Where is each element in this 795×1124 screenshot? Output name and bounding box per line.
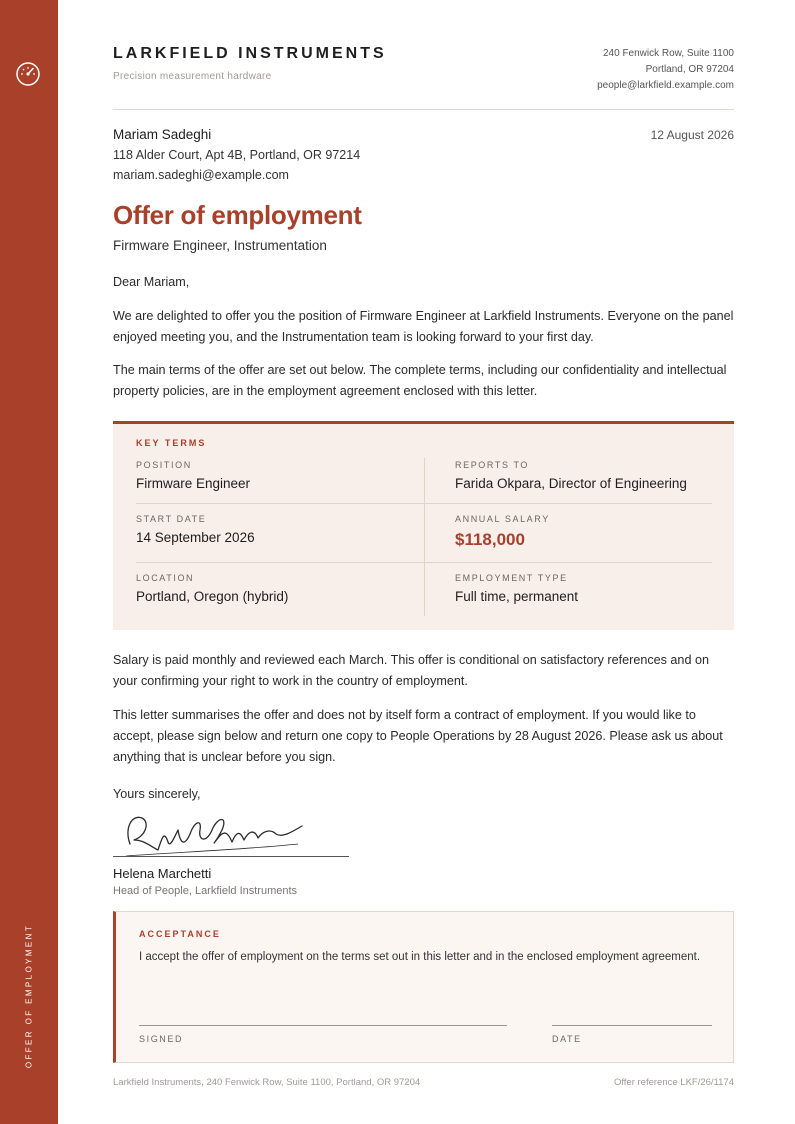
paragraph-intro: We are delighted to offer you the position of Firmware Engineer at Larkfield Instruments. Everyone on the panel enjoyed meeting you, and the Instrumentation team is looking forward to your first day. xyxy=(113,309,734,344)
company-address-line2: Portland, OR 97204 xyxy=(645,64,734,75)
letter-title: Offer of employment xyxy=(113,200,362,230)
letter-subtitle: Firmware Engineer, Instrumentation xyxy=(113,238,327,253)
key-terms-row-divider xyxy=(136,562,712,563)
handwritten-signature xyxy=(120,808,315,860)
position-label: POSITION xyxy=(136,460,192,470)
company-name: LARKFIELD INSTRUMENTS xyxy=(113,45,387,62)
recipient-email[interactable]: mariam.sadeghi@example.com xyxy=(113,168,289,182)
date-label: DATE xyxy=(552,1034,582,1044)
signatory-name: Helena Marchetti xyxy=(113,866,212,881)
gauge-icon xyxy=(14,60,42,88)
start-date-value: 14 September 2026 xyxy=(136,530,255,545)
recipient-name: Mariam Sadeghi xyxy=(113,127,212,142)
recipient-address: 118 Alder Court, Apt 4B, Portland, OR 97214 xyxy=(113,148,361,162)
start-date-label: START DATE xyxy=(136,514,207,524)
acceptance-panel xyxy=(113,911,734,1063)
key-terms-row-divider xyxy=(136,503,712,504)
location-value: Portland, Oregon (hybrid) xyxy=(136,589,289,604)
employment-type-label: EMPLOYMENT TYPE xyxy=(455,573,568,583)
signed-label: SIGNED xyxy=(139,1034,184,1044)
employment-type-value: Full time, permanent xyxy=(455,589,579,604)
location-label: LOCATION xyxy=(136,573,195,583)
reports-to-value: Farida Okpara, Director of Engineering xyxy=(455,476,687,491)
signatory-role: Head of People, Larkfield Instruments xyxy=(113,885,298,897)
key-terms-heading: KEY TERMS xyxy=(136,438,207,448)
salary-value: $118,000 xyxy=(455,530,525,549)
reports-to-label: REPORTS TO xyxy=(455,460,530,470)
letter-date: 12 August 2026 xyxy=(650,128,734,142)
acceptance-heading: ACCEPTANCE xyxy=(139,929,221,939)
salary-label: ANNUAL SALARY xyxy=(455,514,550,524)
company-address xyxy=(597,46,734,94)
footer-address: Larkfield Instruments, 240 Fenwick Row, Suite 1100, Portland, OR 97204 xyxy=(113,1077,421,1088)
company-tagline: Precision measurement hardware xyxy=(113,71,272,82)
closing: Yours sincerely, xyxy=(113,787,201,801)
sidebar-rail xyxy=(0,0,58,1124)
position-value: Firmware Engineer xyxy=(136,476,251,491)
company-address-line1: 240 Fenwick Row, Suite 1100 xyxy=(602,48,734,59)
key-terms-column-divider xyxy=(424,458,425,616)
acceptance-statement: I accept the offer of employment on the terms set out in this letter and in the enclosed employment agreement. xyxy=(139,951,701,963)
paragraph-terms-intro: The main terms of the offer are set out below. The complete terms, including our confidentiality and intellectual property policies, are in the employment agreement enclosed with this letter. xyxy=(113,363,727,398)
header-divider xyxy=(113,109,734,110)
sidebar-label: OFFER OF EMPLOYMENT xyxy=(24,923,34,1069)
signed-field[interactable] xyxy=(139,1025,507,1026)
footer-reference: Offer reference LKF/26/1174 xyxy=(613,1077,734,1088)
salutation: Dear Mariam, xyxy=(113,275,190,289)
key-terms-panel xyxy=(113,421,734,630)
company-email[interactable]: people@larkfield.example.com xyxy=(597,80,734,91)
signature-line xyxy=(113,856,349,857)
date-field[interactable] xyxy=(552,1025,712,1026)
paragraph-salary: Salary is paid monthly and reviewed each March. This offer is conditional on satisfactory references and on your confirming your right to work in the country of employment. xyxy=(113,653,709,688)
paragraph-acceptance-instructions: This letter summarises the offer and does not by itself form a contract of employment. If you would like to accept, please sign below and return one copy to People Operations by 28 August 2026. Please ask us about anything that is unclear before you sign. xyxy=(113,708,723,764)
